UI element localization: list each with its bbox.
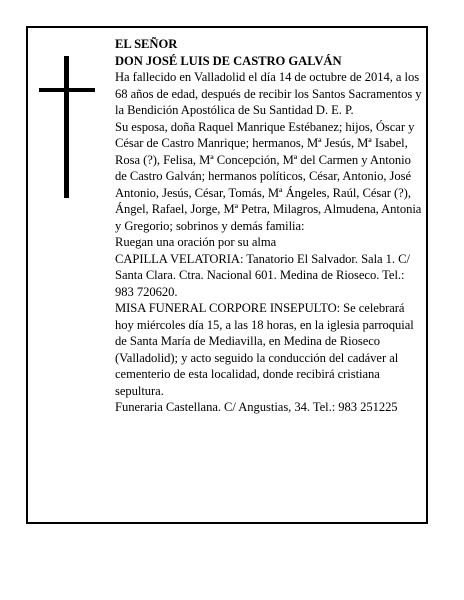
- deceased-name: DON JOSÉ LUIS DE CASTRO GALVÁN: [115, 53, 342, 68]
- prayer-request: Ruegan una oración por su alma: [115, 235, 277, 249]
- funeral-home-info: Funeraria Castellana. C/ Angustias, 34. Tel.: 983 251225: [115, 400, 398, 414]
- cross-icon: [64, 56, 69, 198]
- funeral-mass-info: MISA FUNERAL CORPORE INSEPULTO: Se celebrará hoy miércoles día 15, a las 18 horas, en la iglesia parroquial de Santa María de Mediavilla, en Medina de Rioseco (Valladolid); y acto seguido la conducción del cadáver al cementerio de esta localidad, donde recibirá cristiana sepultura.: [115, 301, 414, 398]
- cross-icon-bar: [39, 88, 95, 92]
- wake-chapel-info: CAPILLA VELATORIA: Tanatorio El Salvador. Sala 1. C/ Santa Clara. Ctra. Nacional 601. Medina de Rioseco. Tel.: 983 720620.: [115, 251, 410, 299]
- family-list: Su esposa, doña Raquel Manrique Estébanez; hijos, Óscar y César de Castro Manrique; hermanos, Mª Jesús, Mª Isabel, Rosa (?), Felisa, Mª Concepción, Mª del Carmen y Antonio de Castro Galván; hermanos políticos, César, Antonio, José Antonio, Jesús, César, Tomás, Mª Ángeles, Raúl, César (?), Ángel, Rafael, Jorge, Mª Petra, Milagros, Almudena, Antonia y Gregorio; sobrinos y demás familia:: [115, 119, 422, 233]
- obituary-text: [115, 36, 425, 416]
- deceased-title: EL SEÑOR: [115, 37, 178, 51]
- death-announcement: Ha fallecido en Valladolid el día 14 de octubre de 2014, a los 68 años de edad, después de recibir los Santos Sacramentos y la Bendición Apostólica de Su Santidad D. E. P.: [115, 70, 422, 117]
